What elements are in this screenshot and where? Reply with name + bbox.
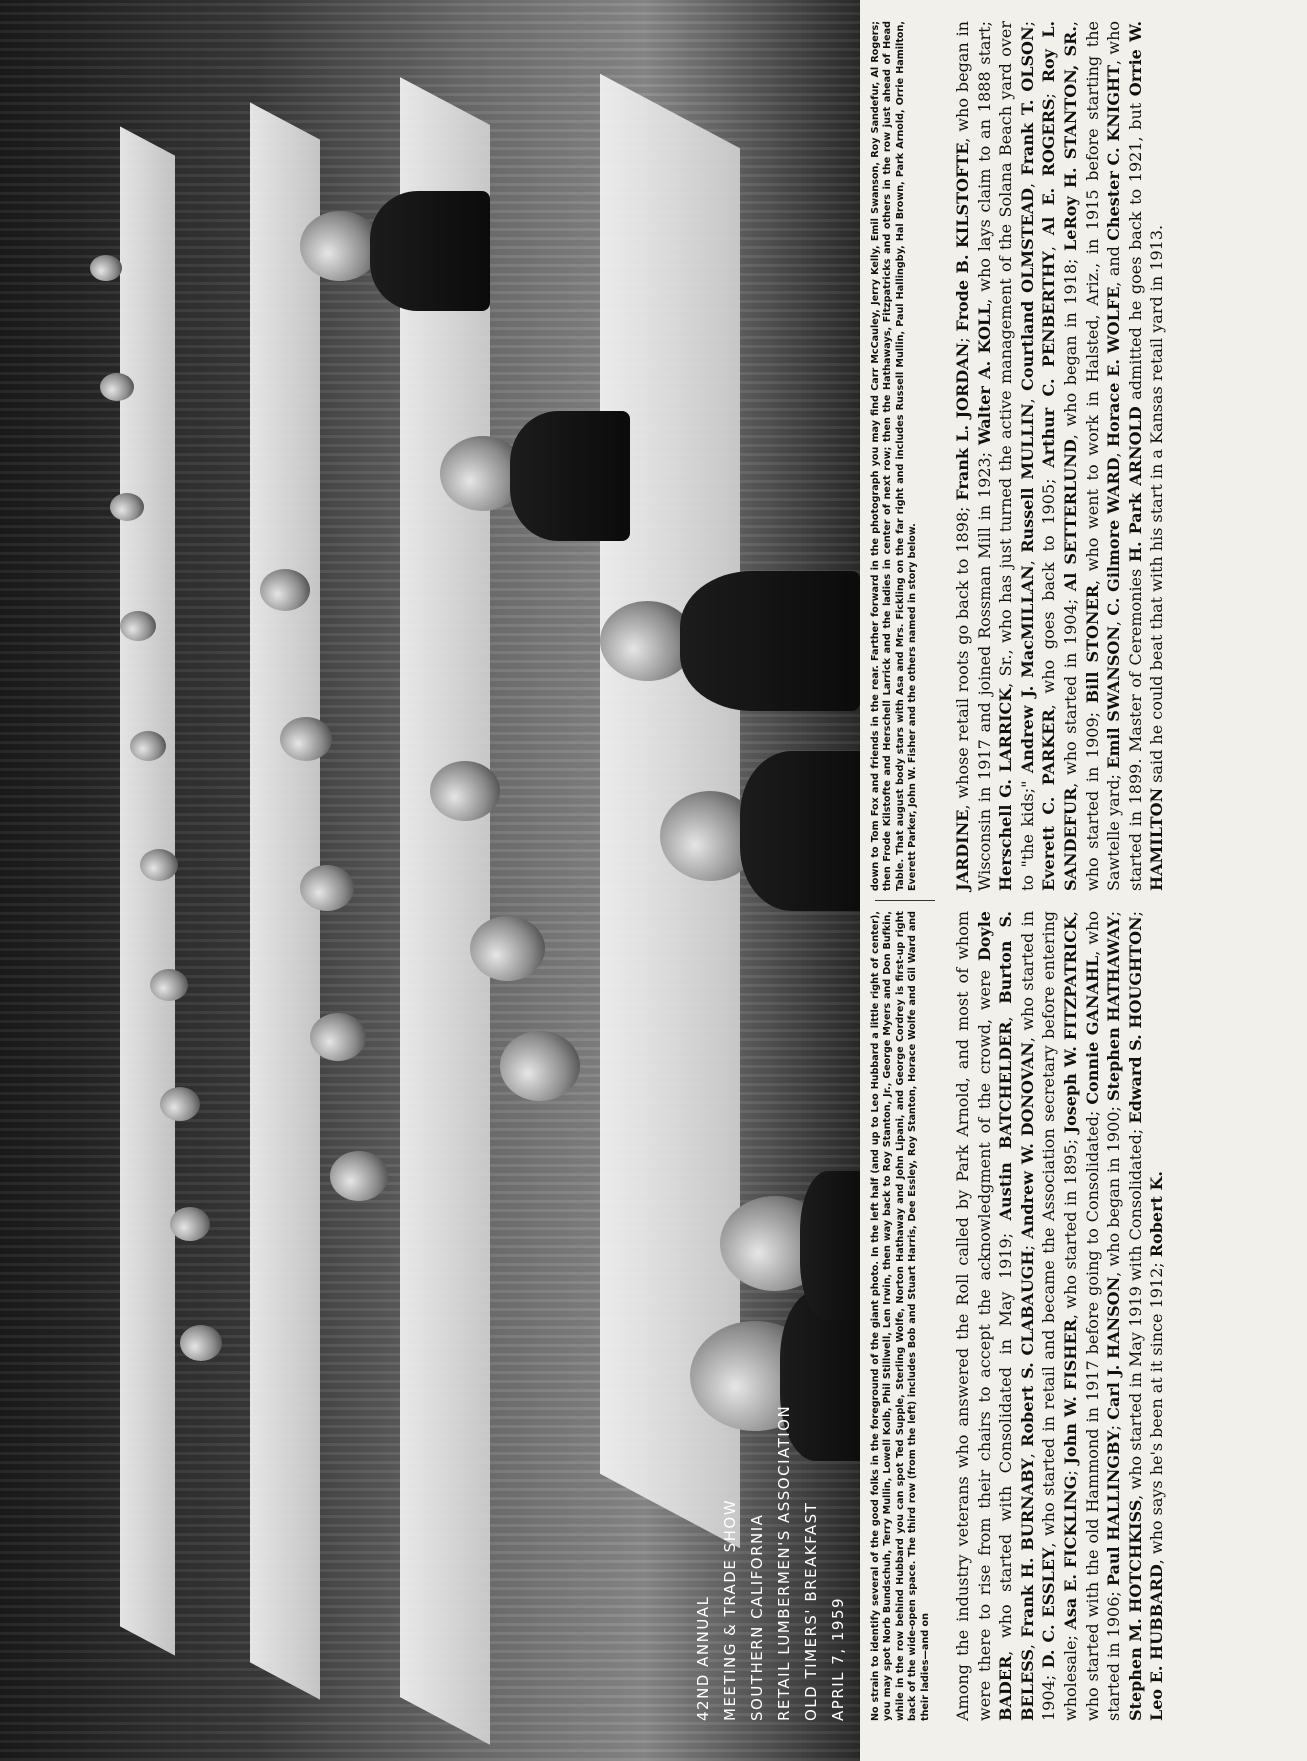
person-body	[800, 1171, 860, 1321]
person-body	[370, 191, 490, 311]
person-head	[110, 493, 144, 521]
person-head	[300, 865, 354, 911]
person-head	[280, 717, 332, 761]
person-body	[740, 751, 860, 911]
person-head	[330, 1151, 388, 1201]
photo-caption-line: 42ND ANNUAL	[694, 1595, 712, 1721]
person-body	[510, 411, 630, 541]
photo-caption-line: MEETING & TRADE SHOW	[721, 1498, 739, 1721]
person-head	[130, 731, 166, 761]
banquet-table	[400, 77, 490, 1745]
person-head	[150, 969, 188, 1001]
banquet-table	[120, 126, 175, 1655]
photo-description-part2: down to Tom Fox and friends in the rear. Farther forward in the photograph you may find Carr McCauley, Jerry Kelly, Emil Swanson, Roy Sandefur, Al Rogers; then Frode Kilstofte and Herschell Larrick and the ladies in center of next row; then the Hathaways, Fitzpatricks and others in the row just ahead of Head Table. That august body stars with Asa and Mrs. Fickling on the far right and includes Russell Mullin, Paul Hallingby, Hal Brown, Park Arnold, Orrie Hamilton, Everett Parker, John W. Fisher and the others named in story below.	[870, 21, 919, 891]
person-head	[160, 1087, 200, 1121]
person-head	[500, 1031, 580, 1101]
photo-caption-line: OLD TIMERS' BREAKFAST	[802, 1501, 820, 1721]
photo-caption	[690, 1391, 852, 1721]
photo-caption-line: APRIL 7, 1959	[829, 1596, 847, 1721]
person-head	[300, 211, 380, 281]
person-head	[170, 1207, 210, 1241]
story-column-2: JARDINE, whose retail roots go back to 1898; Frank L. JORDAN; Frode B. KILSTOFTE, who began in Wisconsin in 1917 and joined Rossman Mill in 1923; Walter A. KOLL, who lays claim to an 1888 start; Herschell G. LARRICK, Sr., who has just turned the active management of the Solana Beach yard over to "the kids;" Andrew J. MacMILLAN, Russell MULLIN, Courtland OLMSTEAD, Frank T. OLSON; Everett C. PARKER, who goes back to 1905; Arthur C. PENBERTHY, Al E. ROGERS; Roy L. SANDEFUR, who started in 1904; Al SETTERLUND, who began in 1918; LeRoy H. STANTON, SR., who started in 1909; Bill STONER, who went to work in Halsted, Ariz., in 1915 before starting the Sawtelle yard; Emil SWANSON, C. Gilmore WARD, Horace E. WOLFE, and Chester C. KNIGHT, who started in 1899. Master of Ceremonies H. Park ARNOLD admitted he goes back to 1921, but Orrie W. HAMILTON said he could beat that with his start in a Kansas retail yard in 1913.	[953, 20, 1167, 891]
person-head	[180, 1325, 222, 1361]
photo-description-part1: No strain to identify several of the good folks in the foreground of the giant photo. In the left half (and up to Leo Hubbard a little right of center), you may spot Norb Bundschuh, Terry Mullin, Lowell Kolb, Phil Stillwell, Len Irwin, then way back to Roy Stanton, Jr., George Myers and Don Bufkin, while in the row behind Hubbard you can spot Ted Supple, Sterling Wolfe, Norton Hathaway and John Lipani, and George Cordrey is first-up right back of the wide-open space. The third row (from the left) includes Bob and Stuart Harris, Dee Essley, Roy Stanton, Horace Wolfe and Gil Ward and their ladies—and on	[870, 911, 931, 1721]
person-body	[680, 571, 860, 711]
photo-caption-line: SOUTHERN CALIFORNIA	[748, 1513, 766, 1721]
photo-caption-line: RETAIL LUMBERMEN'S ASSOCIATION	[775, 1404, 793, 1721]
person-head	[90, 255, 122, 281]
person-head	[140, 849, 178, 881]
column-rule	[875, 900, 935, 901]
person-head	[430, 761, 500, 821]
person-head	[260, 569, 310, 611]
person-head	[120, 611, 156, 641]
person-head	[310, 1013, 366, 1061]
story-column-1: Among the industry veterans who answered the Roll called by Park Arnold, and most of whom were there to rise from their chairs to accept the acknowledgment of the crowd, were Doyle BADER, who started with Consolidated in May 1919; Austin BATCHELDER, Burton S. BELESS, Frank H. BURNABY, Robert S. CLABAUGH; Andrew W. DONOVAN, who started in 1904; D. C. ESSLEY, who started in retail and became the Association secretary before entering wholesale; Asa E. FICKLING; John W. FISHER, who started in 1895; Joseph W. FITZPATRICK, who started with the old Hammond in 1917 before going to Consolidated; Connie GANAHL, who started in 1906; Paul HALLINGBY; Carl J. HANSON, who began in 1900; Stephen HATHAWAY; Stephen M. HOTCHKISS, who started in May 1919 with Consolidated; Edward S. HOUGHTON; Leo E. HUBBARD, who says he's been at it since 1912; Robert K.	[953, 910, 1167, 1721]
person-head	[470, 916, 545, 981]
person-head	[100, 373, 134, 401]
